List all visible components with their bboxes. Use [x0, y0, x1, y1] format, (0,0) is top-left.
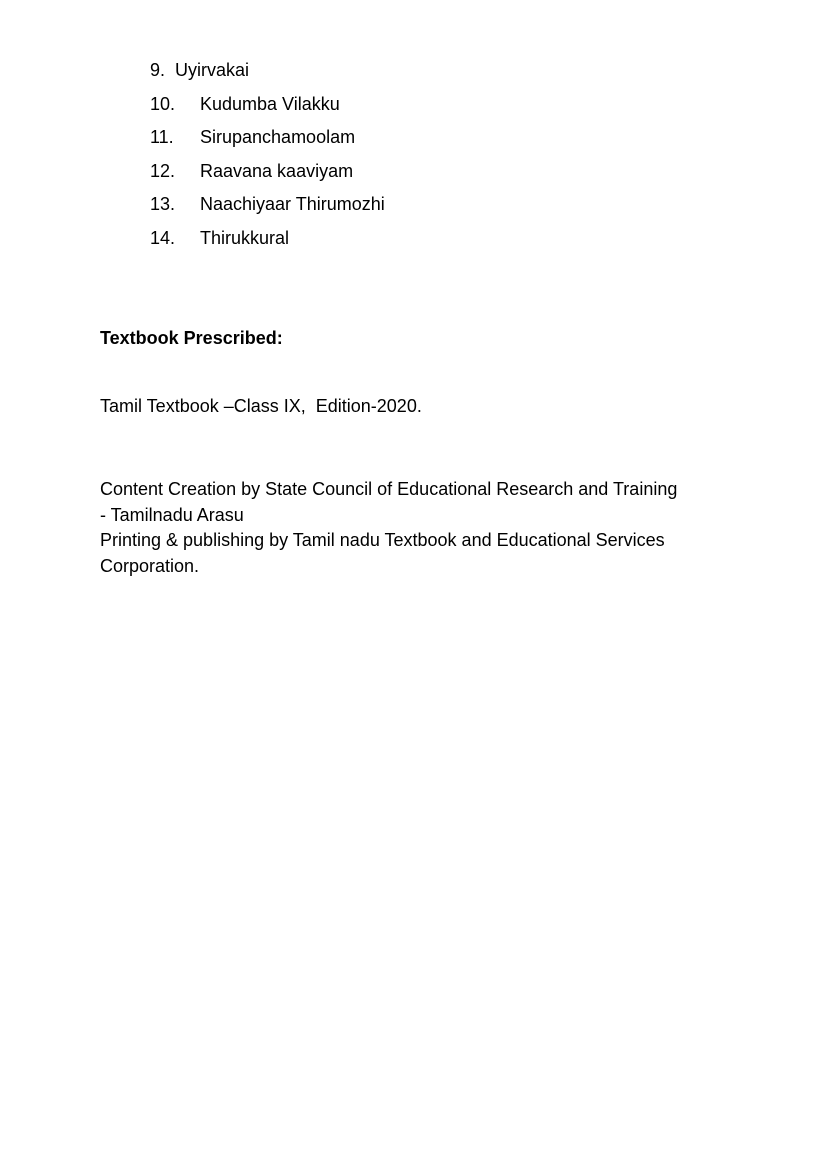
list-item [150, 226, 385, 260]
list-item-number: 14. [150, 227, 176, 248]
list-item-title: Thirukkural [200, 227, 290, 248]
syllabus-list [150, 58, 385, 260]
list-item-title: Sirupanchamoolam [200, 127, 356, 148]
list-item-number: 10. [150, 93, 176, 114]
list-item [150, 159, 385, 193]
list-item [150, 92, 385, 126]
list-item-title: Kudumba Vilakku [200, 93, 340, 114]
list-item [150, 58, 385, 92]
credits-line: Corporation. [100, 555, 200, 576]
textbook-line: Tamil Textbook –Class IX, Edition-2020. [100, 396, 422, 416]
list-item-number: 9. [150, 60, 166, 80]
textbook-heading: Textbook Prescribed: [100, 328, 283, 348]
credits-line: Printing & publishing by Tamil nadu Textbook and Educational Services [100, 530, 665, 550]
credits-line: - Tamilnadu Arasu [100, 504, 244, 525]
credits-paragraph [100, 477, 760, 579]
list-item-number: 13. [150, 194, 176, 215]
list-item [150, 125, 385, 159]
list-item-title: Naachiyaar Thirumozhi [200, 194, 385, 215]
list-item-title: Uyirvakai [175, 60, 250, 80]
list-item [150, 192, 385, 226]
list-item-number: 12. [150, 160, 176, 181]
credits-line: Content Creation by State Council of Educational Research and Training [100, 479, 678, 499]
list-item-title: Raavana kaaviyam [200, 160, 354, 181]
list-item-number: 11. [150, 127, 174, 148]
